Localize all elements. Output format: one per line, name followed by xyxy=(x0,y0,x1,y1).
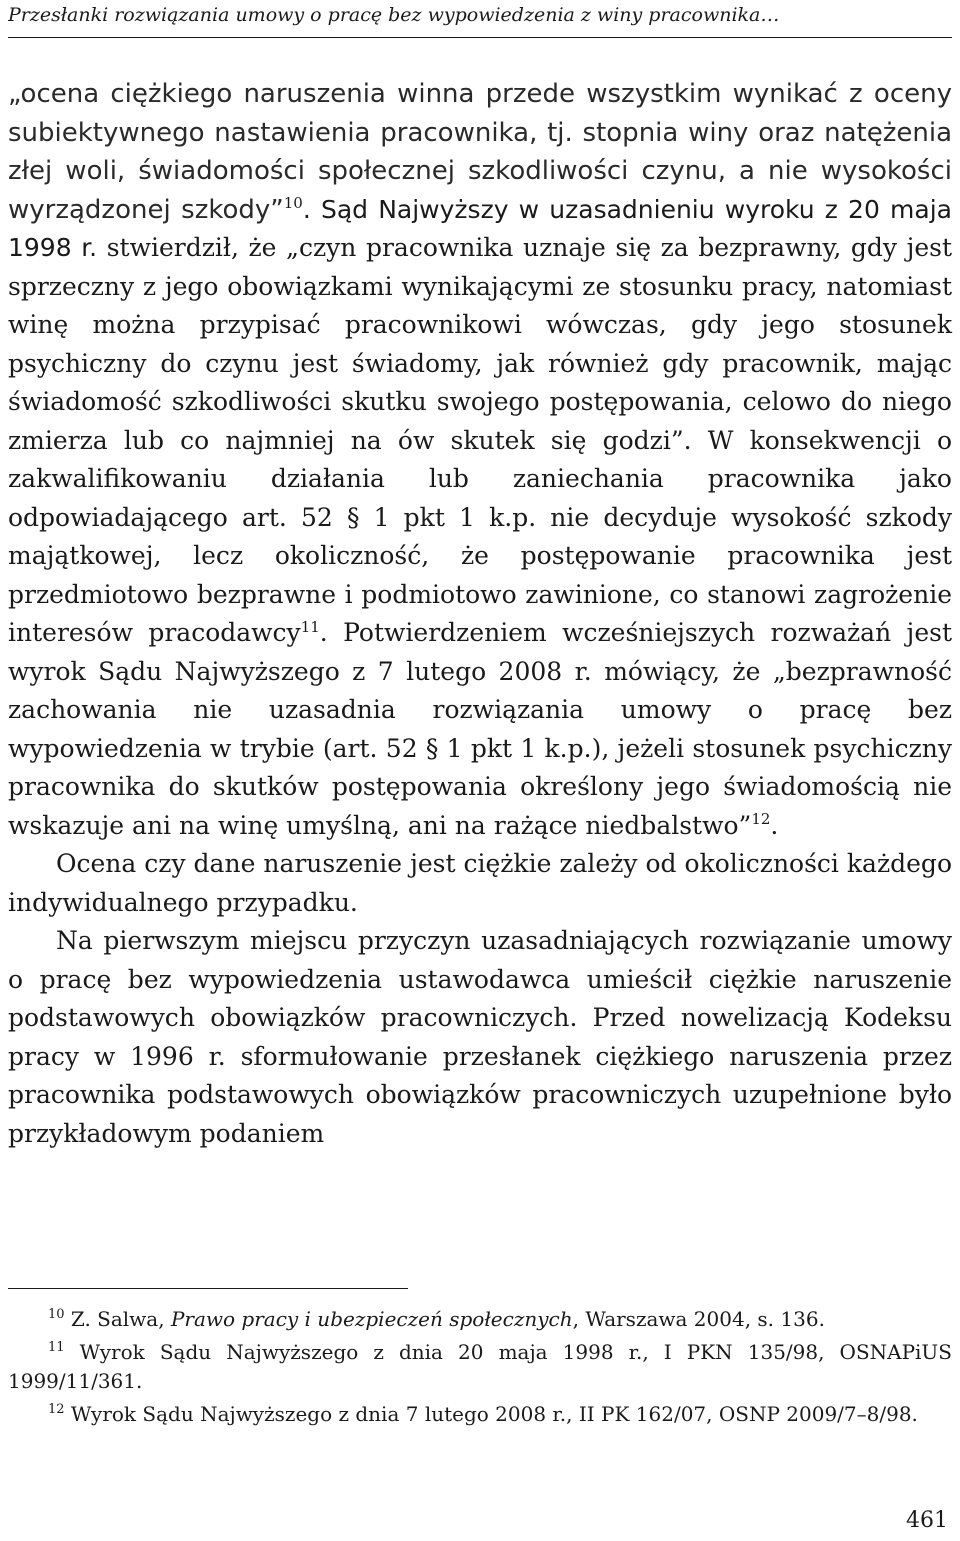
paragraph-1-text-b: stwierdził, że „czyn pracownika uznaje się za bezprawny, gdy jest sprzeczny z jego obowiązkami wynikającymi ze stosunku pracy, natomiast winę można przypisać pracownikowi wówczas, gdy jego stosunek psychiczny do czynu jest świadomy, jak również gdy pracownik, mając świadomość szkodliwości skutku swojego postępowania, celowo do niego zmierza lub co najmniej na ów skutek się godzi”. W konsekwencji o zakwalifikowaniu działania lub zaniechania pracownika jako odpowiadającego art. 52 § 1 pkt 1 k.p. nie decyduje wysokość szkody majątkowej, lecz okoliczność, że postępowanie pracownika jest przedmiotowo bezprawne i podmiotowo zawinione, co stanowi zagrożenie interesów pracodawcy xyxy=(8,233,952,647)
header-rule xyxy=(8,37,952,38)
main-text xyxy=(8,75,952,1153)
paragraph-1-text-c: . Potwierdzeniem wcześniejszych rozważań jest wyrok Sądu Najwyższego z 7 lutego 2008 r. mówiący, że „bezprawność zachowania nie uzasadnia rozwiązania umowy o pracę bez wypowiedzenia w trybie (art. 52 § 1 pkt 1 k.p.), jeżeli stosunek psychiczny pracownika do skutków postępowania określony jego świadomością nie wskazuje ani na winę umyślną, ani na rażące niedbalstwo” xyxy=(8,618,952,840)
footnote-book-title: Prawo pracy i ubezpieczeń społecznych xyxy=(170,1307,573,1331)
footnote-text: Wyrok Sądu Najwyższego z dnia 20 maja 1998 r., I PKN 135/98, OSNAPiUS 1999/11/361. xyxy=(8,1340,952,1393)
footnote-11 xyxy=(8,1338,952,1396)
footnote-text: Wyrok Sądu Najwyższego z dnia 7 lutego 2008 r., II PK 162/07, OSNP 2009/7–8/98. xyxy=(64,1402,918,1426)
footnote-10 xyxy=(8,1305,952,1334)
footnote-text: , Warszawa 2004, s. 136. xyxy=(572,1307,825,1331)
footnote-ref-10[interactable]: 10 xyxy=(283,194,303,213)
quoted-passage: „ocena ciężkiego naruszenia winna przede wszystkim wynikać z oceny subiektywnego nastawienia pracownika, tj. stopnia winy oraz natężenia złej woli, świadomości społecznej szkodliwości czynu, a nie wysokości wyrządzonej szkody” xyxy=(8,79,952,225)
footnote-ref-11[interactable]: 11 xyxy=(300,617,320,636)
paragraph-2: Ocena czy dane naruszenie jest ciężkie zależy od okoliczności każdego indywidualnego przypadku. xyxy=(8,849,952,917)
paragraph-1-text-d: . xyxy=(770,810,779,840)
paragraph-1 xyxy=(8,75,952,845)
footnote-number: 10 xyxy=(48,1307,65,1323)
footnote-number: 12 xyxy=(48,1402,65,1418)
footnote-number: 11 xyxy=(48,1340,65,1356)
footnotes xyxy=(8,1305,952,1433)
running-header: Przesłanki rozwiązania umowy o pracę bez wypowiedzenia z winy pracownika… xyxy=(8,4,780,26)
footnote-rule xyxy=(8,1288,408,1289)
footnote-ref-12[interactable]: 12 xyxy=(751,810,771,829)
paragraph-3: Na pierwszym miejscu przyczyn uzasadniających rozwiązanie umowy o pracę bez wypowiedzenia ustawodawca umieścił ciężkie naruszenie podstawowych obowiązków pracowniczych. Przed nowelizacją Kodeksu pracy w 1996 r. sformułowanie przesłanek ciężkiego naruszenia przez pracownika podstawowych obowiązków pracowniczych uzupełnione było przykładowym podaniem xyxy=(8,926,952,1148)
paragraph-1-text-a: . Sąd Najwyższy w uzasadnieniu wyroku z 20 maja 1998 r. xyxy=(8,194,952,262)
footnote-12 xyxy=(8,1400,952,1429)
book-page xyxy=(8,0,952,1541)
page-number: 461 xyxy=(906,1508,948,1533)
footnote-text: Z. Salwa, xyxy=(64,1307,171,1331)
